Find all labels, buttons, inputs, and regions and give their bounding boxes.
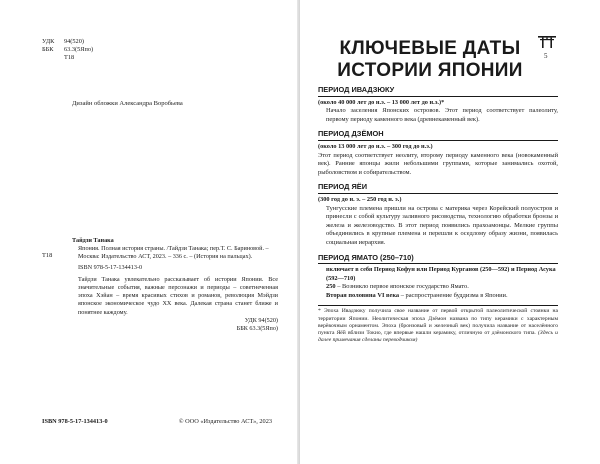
library-code-value: Т18: [64, 54, 75, 61]
period-body: Начало заселения Японских островов. Этот период соответствует палеолиту, первому периоду каменного века (древнекаменный век).: [326, 107, 558, 123]
period-title: ПЕРИОД ДЗЁМОН: [318, 129, 384, 139]
page-title-line-2: ИСТОРИИ ЯПОНИИ: [337, 60, 523, 81]
period-range: (300 год до н. э. – 250 год н. э.): [318, 195, 402, 203]
footnote-translator-note: (Здесь и далее примечания сделаны переводчиком): [318, 329, 558, 343]
library-code-row: [42, 38, 93, 46]
page-number: 5: [544, 52, 548, 60]
library-codes: [42, 38, 93, 62]
catalog-code: Т18: [42, 252, 53, 259]
footnote-divider: [318, 305, 558, 306]
catalog-udk: УДК 94(520): [244, 316, 278, 324]
period-underline: [318, 96, 558, 97]
footnote: [318, 308, 558, 343]
catalog-bbk: ББК 63.3(5Япо): [236, 325, 278, 333]
footer-isbn: ISBN 978-5-17-134413-0: [42, 418, 108, 425]
catalog-author: Тайдзи Танака: [72, 237, 114, 244]
period-title: ПЕРИОД ЯЁИ: [318, 182, 368, 192]
period-event-year: 250: [326, 283, 336, 291]
period-includes: включает в себя Период Кофун или Период Курганов (250—592) и Период Асука (592—710): [326, 266, 556, 282]
period-title: ПЕРИОД ИВАДЗЮКУ: [318, 85, 395, 94]
period-section: [318, 254, 558, 301]
footer-line: [42, 418, 272, 425]
library-code-label: УДК: [42, 38, 55, 45]
period-underline: [318, 193, 558, 194]
period-body: Этот период соответствует неолиту, второму периоду каменного века (новокаменный век). Ранние японцы жили небольшими группами, которые занимались охотой, рыболовством и собирательством.: [318, 151, 558, 176]
cover-designer-credit: Дизайн обложки Александра Воробьева: [72, 100, 183, 107]
library-code-value: 94(520): [64, 38, 84, 45]
period-underline: [318, 263, 558, 264]
period-event-year: Вторая половина VI века: [326, 291, 400, 299]
catalog-card: [72, 237, 278, 333]
period-body: Тунгусские племена пришли на острова с материка через Корейский полуостров и принесли с собой культуру заливного рисоводства, технологию обработки бронзы и железа и железоводство. В этот период появились прахоамонцы. Мелкие группы объединились в крупные племена и перешли к оседлому образу жизни, появилась социальная иерархия.: [326, 204, 558, 246]
period-event-text: – Возникло первое японское государство Ямато.: [337, 283, 469, 291]
period-event: [318, 292, 558, 301]
period-event-text: – распространение буддизма в Японии.: [400, 291, 508, 299]
period-range: (около 40 000 лет до н.э. – 13 000 лет до н.э.)*: [318, 98, 445, 106]
footnote-text: * Эпоха Ивадзюку получила свое название от первой открытой палеолитической стоянки на территории Японии. Неолитическая эпоха Дзёмон названа по типу керамики с характерным верёвочным орнаментом. Эпоха (бронзовый и железный век) получила название от населённого пункта Яёй вблизи Токио, где впервые нашли керамику, отличную от дзёмонского типа.: [318, 308, 558, 336]
page-title-line-1: КЛЮЧЕВЫЕ ДАТЫ: [339, 38, 521, 59]
timeline-content: [318, 86, 558, 344]
period-section: [318, 183, 558, 247]
library-code-row: [42, 54, 93, 62]
catalog-isbn: ISBN 978-5-17-134413-0: [78, 263, 143, 271]
period-range: (около 13 000 лет до н.э. – 300 год до н.э.): [318, 142, 433, 150]
period-section: [318, 130, 558, 177]
page-title: [318, 38, 542, 82]
library-code-value: 63.3(5Япо): [64, 46, 94, 53]
library-code-label: ББК: [42, 46, 54, 53]
footer-copyright: © ООО «Издательство АСТ», 2023: [178, 418, 272, 425]
library-code-row: [42, 46, 93, 54]
library-code-label: [42, 54, 64, 62]
period-title: ПЕРИОД ЯМАТО (250–710): [318, 252, 414, 262]
catalog-summary: Тайдзи Танака увлекательно рассказывает об истории Японии. Все значительные события, важные персонажи и периоды – советнеченная эпоха Хэйан – время красивых стихов и романов, революция Мэйдзи японское экономическое чудо XX века. Далекая страна станет ближе и понятнее каждому.: [78, 275, 278, 316]
period-event: [318, 283, 558, 292]
period-underline: [318, 140, 558, 141]
period-section: [318, 86, 558, 124]
catalog-description: Япония. Полная история страны. /Тайдзи Танака; пер.Т. С. Бариновой. – Москва: Издательство АСТ, 2023. – 336 с. – (История на пальцах).: [78, 245, 269, 261]
